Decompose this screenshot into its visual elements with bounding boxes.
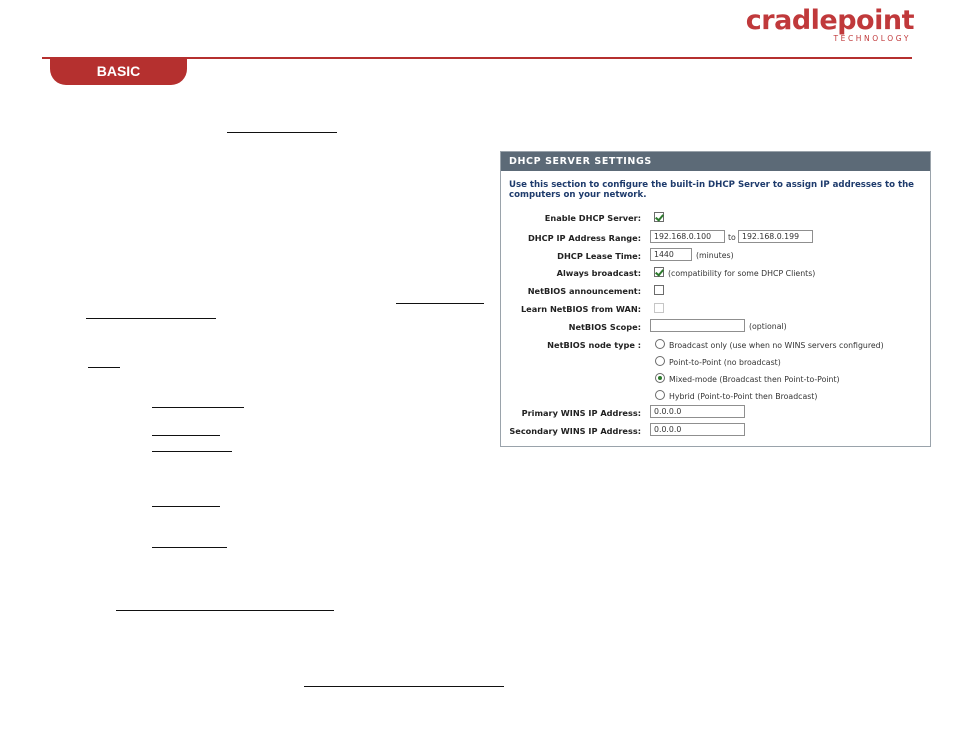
netbios-announce-checkbox[interactable] xyxy=(654,285,664,295)
node-type-radio-broadcast[interactable] xyxy=(655,339,665,349)
ip-range-start-input[interactable]: 192.168.0.100 xyxy=(650,230,725,243)
node-type-label: NetBIOS node type : xyxy=(547,340,641,350)
link-underline-10[interactable] xyxy=(116,610,334,611)
link-underline-9[interactable] xyxy=(152,547,227,548)
link-underline-4[interactable] xyxy=(88,367,120,368)
logo-wordmark: cradlepoint xyxy=(745,5,914,36)
lease-time-label: DHCP Lease Time: xyxy=(557,251,641,261)
lease-time-input[interactable]: 1440 xyxy=(650,248,692,261)
panel-title: DHCP SERVER SETTINGS xyxy=(509,156,652,167)
always-broadcast-note: (compatibility for some DHCP Clients) xyxy=(668,269,816,278)
logo-tagline: TECHNOLOGY xyxy=(833,34,911,43)
always-broadcast-checkbox[interactable] xyxy=(654,267,664,277)
node-type-radio-p2p[interactable] xyxy=(655,356,665,366)
always-broadcast-label: Always broadcast: xyxy=(556,268,641,278)
node-type-option-mixed: Mixed-mode (Broadcast then Point-to-Point) xyxy=(669,375,840,384)
netbios-scope-label: NetBIOS Scope: xyxy=(568,322,641,332)
link-underline-7[interactable] xyxy=(152,451,232,452)
link-underline-1[interactable] xyxy=(227,132,337,133)
link-underline-5[interactable] xyxy=(152,407,244,408)
node-type-radio-hybrid[interactable] xyxy=(655,390,665,400)
ip-range-end-input[interactable]: 192.168.0.199 xyxy=(738,230,813,243)
section-tab-label: BASIC xyxy=(96,63,141,79)
node-type-radio-mixed[interactable] xyxy=(655,373,665,383)
ip-range-to: to xyxy=(728,233,736,242)
netbios-scope-input[interactable] xyxy=(650,319,745,332)
secondary-wins-input[interactable]: 0.0.0.0 xyxy=(650,423,745,436)
netbios-announce-label: NetBIOS announcement: xyxy=(527,286,641,296)
panel-header xyxy=(501,152,930,171)
node-type-option-hybrid: Hybrid (Point-to-Point then Broadcast) xyxy=(669,392,818,401)
link-underline-2[interactable] xyxy=(396,303,484,304)
netbios-wan-label: Learn NetBIOS from WAN: xyxy=(520,304,641,314)
ip-range-label: DHCP IP Address Range: xyxy=(528,233,641,243)
node-type-option-broadcast: Broadcast only (use when no WINS servers configured) xyxy=(669,341,884,350)
link-underline-3[interactable] xyxy=(86,318,216,319)
enable-dhcp-checkbox[interactable] xyxy=(654,212,664,222)
panel-description: Use this section to configure the built-in DHCP Server to assign IP addresses to the computers on your network. xyxy=(509,180,915,200)
link-underline-11[interactable] xyxy=(304,686,504,687)
section-tab xyxy=(50,58,187,85)
secondary-wins-label: Secondary WINS IP Address: xyxy=(509,426,641,436)
primary-wins-label: Primary WINS IP Address: xyxy=(521,408,641,418)
lease-time-unit: (minutes) xyxy=(696,251,734,260)
dhcp-settings-panel xyxy=(500,151,931,447)
node-type-option-p2p: Point-to-Point (no broadcast) xyxy=(669,358,781,367)
link-underline-6[interactable] xyxy=(152,435,220,436)
enable-dhcp-label: Enable DHCP Server: xyxy=(544,213,641,223)
primary-wins-input[interactable]: 0.0.0.0 xyxy=(650,405,745,418)
netbios-wan-checkbox[interactable] xyxy=(654,303,664,313)
netbios-scope-note: (optional) xyxy=(749,322,787,331)
link-underline-8[interactable] xyxy=(152,506,220,507)
cradlepoint-logo xyxy=(745,5,914,45)
